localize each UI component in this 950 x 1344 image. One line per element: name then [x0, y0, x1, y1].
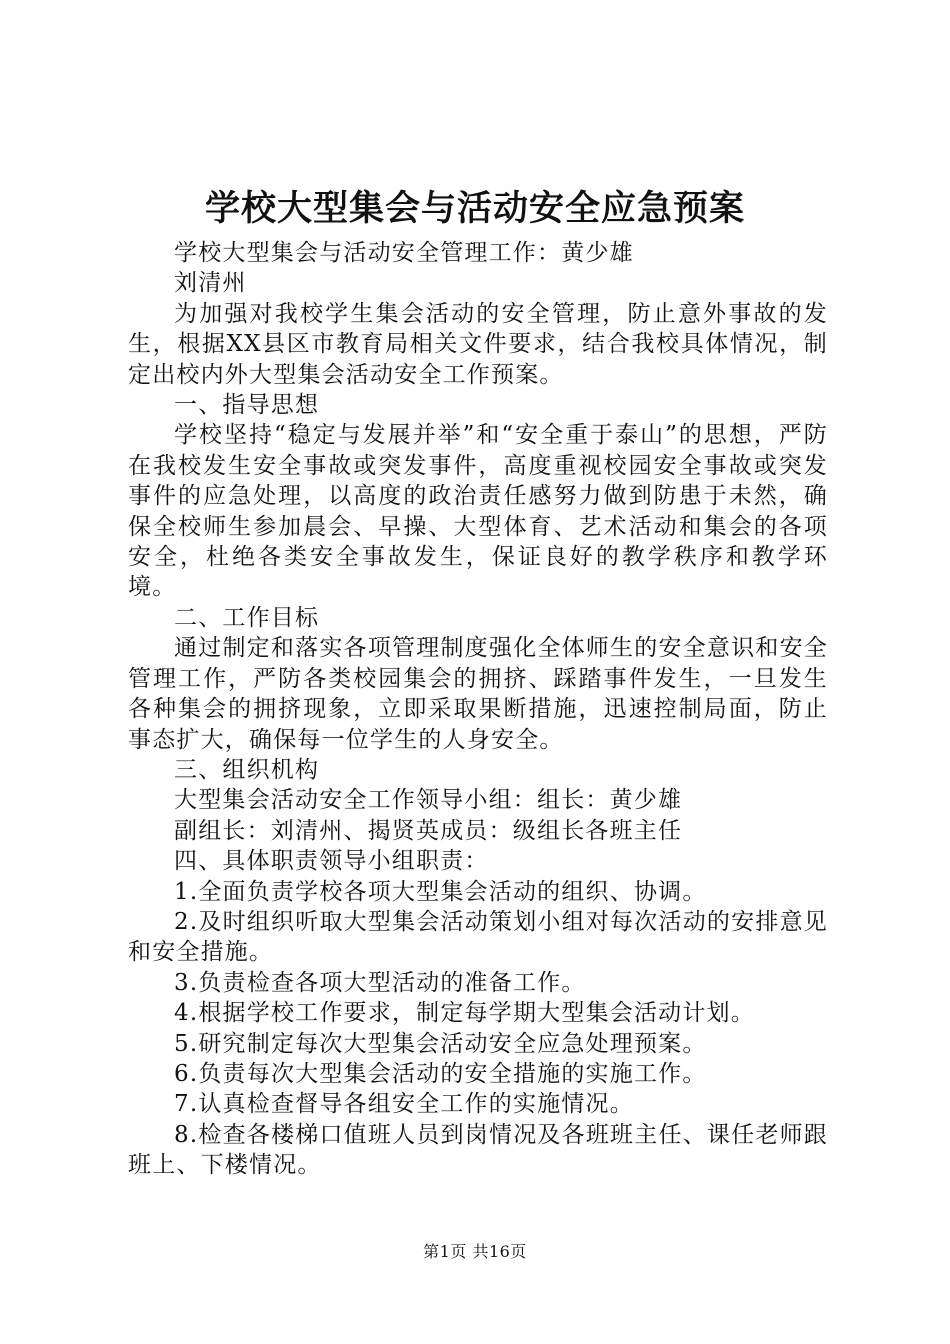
paragraph-author: 学校大型集会与活动安全管理工作：黄少雄 [174, 240, 634, 266]
document-body [128, 238, 828, 1181]
page-number-footer: 第1页 共16页 [423, 1242, 527, 1261]
paragraph-vice-leaders: 副组长：刘清州、揭贤英成员：级组长各班主任 [174, 817, 683, 844]
list-item-duty-8: 8.检查各楼梯口值班人员到岗情况及各班班主任、课任老师跟班上、下楼情况。 [128, 1121, 828, 1179]
section-heading-duties: 四、具体职责领导小组职责： [174, 848, 489, 875]
list-item-duty-6: 6.负责每次大型集会活动的安全措施的实施工作。 [174, 1060, 707, 1087]
document-title: 学校大型集会与活动安全应急预案 [204, 188, 745, 229]
list-item-duty-1: 1.全面负责学校各项大型集会活动的组织、协调。 [174, 878, 707, 905]
paragraph-author-continued: 刘清州 [174, 270, 247, 297]
list-item-duty-4: 4.根据学校工作要求，制定每学期大型集会活动计划。 [174, 1000, 755, 1027]
section-heading-organization: 三、组织机构 [174, 756, 320, 783]
list-item-duty-7: 7.认真检查督导各组安全工作的实施情况。 [174, 1091, 634, 1118]
section-heading-guiding-idea: 一、指导思想 [174, 392, 320, 419]
list-item-duty-3: 3.负责检查各项大型活动的准备工作。 [174, 969, 586, 996]
paragraph-intro: 为加强对我校学生集会活动的安全管理，防止意外事故的发生，根据XX县区市教育局相关文件要求，结合我校具体情况，制定出校内外大型集会活动安全工作预案。 [128, 300, 828, 388]
list-item-duty-5: 5.研究制定每次大型集会活动安全应急处理预案。 [174, 1030, 707, 1057]
paragraph-work-goals: 通过制定和落实各项管理制度强化全体师生的安全意识和安全管理工作，严防各类校园集会的拥挤、踩踏事件发生，一旦发生各种集会的拥挤现象，立即采取果断措施，迅速控制局面，防止事态扩大，确保每一位学生的人身安全。 [128, 635, 828, 753]
section-heading-work-goals: 二、工作目标 [174, 604, 320, 631]
paragraph-leader-group: 大型集会活动安全工作领导小组：组长：黄少雄 [174, 787, 683, 814]
list-item-duty-2: 2.及时组织听取大型集会活动策划小组对每次活动的安排意见和安全措施。 [128, 908, 828, 966]
paragraph-guiding-idea: 学校坚持“稳定与发展并举”和“安全重于泰山”的思想，严防在我校发生安全事故或突发事件，高度重视校园安全事故或突发事件的应急处理，以高度的政治责任感努力做到防患于未然，确保全校师生参加晨会、早操、大型体育、艺术活动和集会的各项安全，杜绝各类安全事故发生，保证良好的教学秩序和教学环境。 [128, 422, 828, 601]
